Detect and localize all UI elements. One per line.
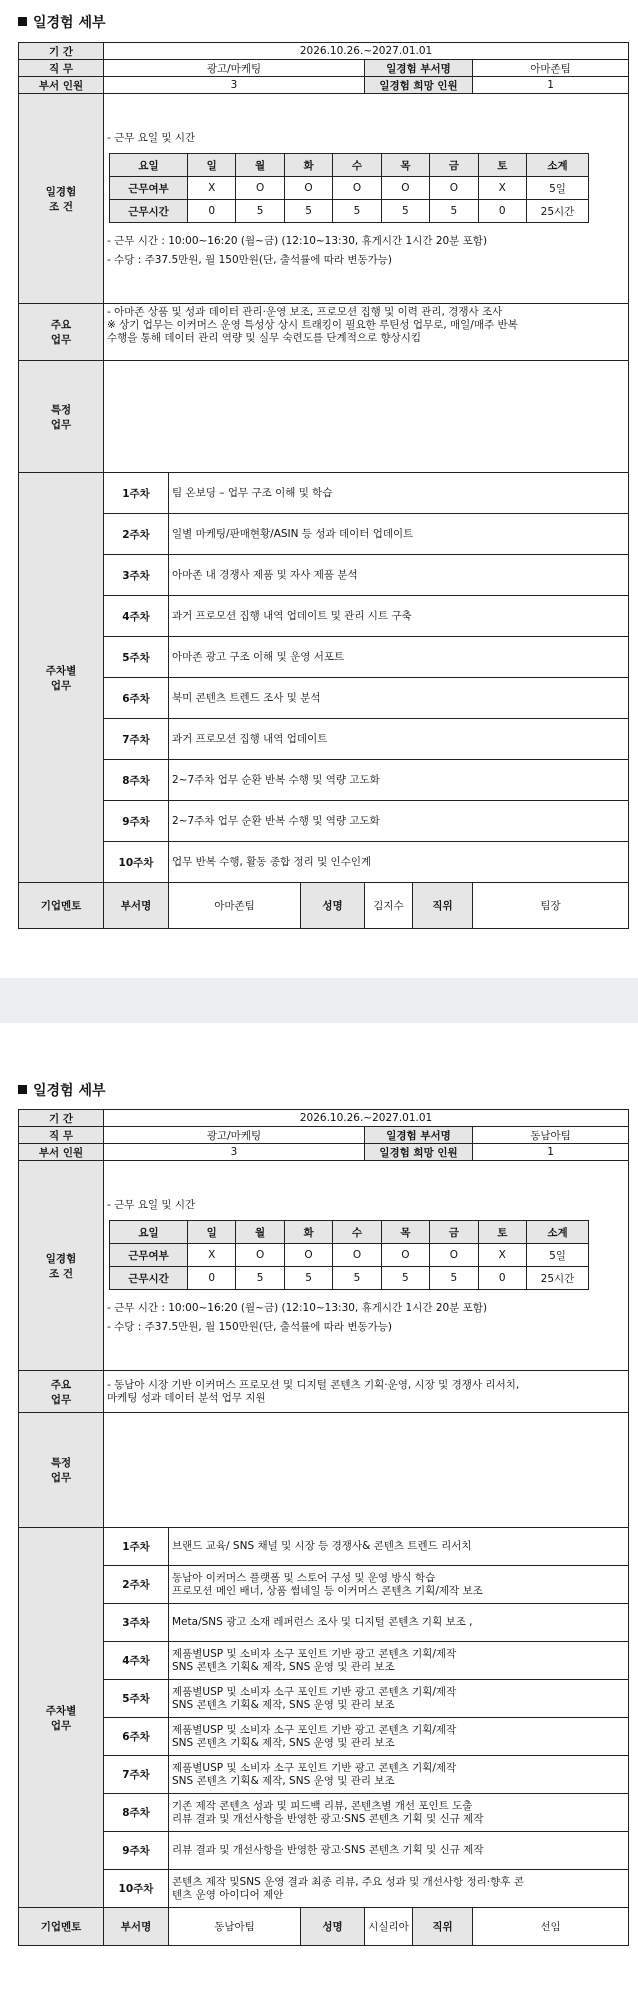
document-page-2 bbox=[0, 1023, 638, 1999]
hope-value: 1 bbox=[473, 77, 629, 94]
mentor-dept: 동남아팀 bbox=[169, 1908, 301, 1946]
week-row bbox=[19, 1870, 629, 1908]
schedule-work-row: 근무여부 X O O O O O X 5일 bbox=[110, 177, 589, 200]
staff-row bbox=[19, 77, 629, 94]
mentor-row bbox=[19, 1908, 629, 1946]
weekly-duty-label: 주차별 업무 bbox=[19, 1528, 104, 1908]
week-label: 8주차 bbox=[104, 760, 169, 801]
week-label: 1주차 bbox=[104, 473, 169, 514]
period-row bbox=[19, 43, 629, 60]
week-description: 기존 제작 콘텐츠 성과 및 피드백 리뷰, 콘텐츠별 개선 포인트 도출 리뷰 결과 및 개선사항을 반영한 광고·SNS 콘텐츠 기획 및 신규 제작 bbox=[169, 1794, 629, 1832]
week-row bbox=[19, 1832, 629, 1870]
square-bullet-icon bbox=[18, 17, 27, 26]
week-label: 2주차 bbox=[104, 514, 169, 555]
hope-label: 일경험 희망 인원 bbox=[365, 1144, 473, 1161]
week-description: 아마존 광고 구조 이해 및 운영 서포트 bbox=[169, 637, 629, 678]
pay-text: - 수당 : 주37.5만원, 월 150만원(단, 출석률에 따라 변동가능) bbox=[107, 1321, 393, 1333]
condition-label: 일경험 조 건 bbox=[19, 94, 104, 304]
condition-row bbox=[19, 94, 629, 304]
mentor-dept: 아마존팀 bbox=[169, 883, 301, 929]
condition-intro: - 근무 요일 및 시간 bbox=[107, 132, 196, 144]
schedule-header-row: 요일 일 월 화 수 목 금 토 소계 bbox=[110, 154, 589, 177]
work-time-text: - 근무 시간 : 10:00~16:20 (월~금) (12:10~13:30, 휴게시간 1시간 20분 포함) bbox=[107, 1302, 488, 1314]
job-value: 광고/마케팅 bbox=[104, 1127, 365, 1144]
special-duty-row bbox=[19, 1413, 629, 1528]
mentor-name: 김지수 bbox=[365, 883, 413, 929]
week-description: 팀 온보딩 – 업무 구조 이해 및 학습 bbox=[169, 473, 629, 514]
dept-label: 일경험 부서명 bbox=[365, 1127, 473, 1144]
week-description: 제품별USP 및 소비자 소구 포인트 기반 광고 콘텐츠 기획/제작 SNS 콘텐츠 기획& 제작, SNS 운영 및 관리 보조 bbox=[169, 1756, 629, 1794]
job-label: 직 무 bbox=[19, 60, 104, 77]
period-label: 기 간 bbox=[19, 1110, 104, 1127]
week-description: 북미 콘텐츠 트렌드 조사 및 분석 bbox=[169, 678, 629, 719]
week-description: 제품별USP 및 소비자 소구 포인트 기반 광고 콘텐츠 기획/제작 SNS 콘텐츠 기획& 제작, SNS 운영 및 관리 보조 bbox=[169, 1718, 629, 1756]
week-label: 9주차 bbox=[104, 1832, 169, 1870]
week-label: 3주차 bbox=[104, 555, 169, 596]
condition-row bbox=[19, 1161, 629, 1371]
week-row bbox=[19, 596, 629, 637]
week-row bbox=[19, 1528, 629, 1566]
schedule-table bbox=[109, 1220, 589, 1290]
mentor-dept-label: 부서명 bbox=[104, 1908, 169, 1946]
mentor-pos: 선임 bbox=[473, 1908, 629, 1946]
mentor-name: 시실리아 bbox=[365, 1908, 413, 1946]
main-duty-label: 주요 업무 bbox=[19, 304, 104, 361]
staff-label: 부서 인원 bbox=[19, 1144, 104, 1161]
week-row bbox=[19, 555, 629, 596]
dept-value: 동남아팀 bbox=[473, 1127, 629, 1144]
main-duty-label: 주요 업무 bbox=[19, 1371, 104, 1413]
detail-table bbox=[18, 1109, 629, 1946]
week-description: 2~7주차 업무 순환 반복 수행 및 역량 고도화 bbox=[169, 760, 629, 801]
main-duty-row bbox=[19, 304, 629, 361]
week-row bbox=[19, 473, 629, 514]
staff-value: 3 bbox=[104, 77, 365, 94]
main-duty-content: - 동남아 시장 기반 이커머스 프로모션 및 디지털 콘텐츠 기획·운영, 시장 및 경쟁사 리서치, 마케팅 성과 데이터 분석 업무 지원 bbox=[104, 1371, 629, 1413]
week-label: 8주차 bbox=[104, 1794, 169, 1832]
week-description: 제품별USP 및 소비자 소구 포인트 기반 광고 콘텐츠 기획/제작 SNS 콘텐츠 기획& 제작, SNS 운영 및 관리 보조 bbox=[169, 1680, 629, 1718]
main-duty-content: - 아마존 상품 및 성과 데이터 관리·운영 보조, 프로모션 집행 및 이력 관리, 경쟁사 조사 ※ 상기 업무는 이커머스 운영 특성상 상시 트래킹이 필요한 루틴성 업무로, 매일/매주 반복 수행을 통해 데이터 관리 역량 및 실무 숙련도를 단계적으로 향상시킴 bbox=[104, 304, 629, 361]
week-label: 4주차 bbox=[104, 596, 169, 637]
special-duty-label: 특정 업무 bbox=[19, 361, 104, 473]
period-row bbox=[19, 1110, 629, 1127]
dept-label: 일경험 부서명 bbox=[365, 60, 473, 77]
week-description: Meta/SNS 광고 소재 레퍼런스 조사 및 디지털 콘텐츠 기획 보조 , bbox=[169, 1604, 629, 1642]
week-row bbox=[19, 1566, 629, 1604]
schedule-hours-row: 근무시간 0 5 5 5 5 5 0 25시간 bbox=[110, 1267, 589, 1290]
staff-value: 3 bbox=[104, 1144, 365, 1161]
page-gap bbox=[0, 978, 638, 1023]
week-label: 5주차 bbox=[104, 637, 169, 678]
week-row bbox=[19, 1794, 629, 1832]
special-duty-content bbox=[104, 1413, 629, 1528]
week-row bbox=[19, 637, 629, 678]
week-label: 10주차 bbox=[104, 1870, 169, 1908]
job-value: 광고/마케팅 bbox=[104, 60, 365, 77]
schedule-table bbox=[109, 153, 589, 223]
mentor-pos-label: 직위 bbox=[413, 1908, 473, 1946]
week-row bbox=[19, 801, 629, 842]
special-duty-row bbox=[19, 361, 629, 473]
week-description: 리뷰 결과 및 개선사항을 반영한 광고·SNS 콘텐츠 기획 및 신규 제작 bbox=[169, 1832, 629, 1870]
week-label: 6주차 bbox=[104, 678, 169, 719]
week-description: 브랜드 교육/ SNS 채널 및 시장 등 경쟁사& 콘텐츠 트렌드 리서치 bbox=[169, 1528, 629, 1566]
week-label: 5주차 bbox=[104, 1680, 169, 1718]
week-label: 1주차 bbox=[104, 1528, 169, 1566]
staff-row bbox=[19, 1144, 629, 1161]
week-label: 10주차 bbox=[104, 842, 169, 883]
week-label: 2주차 bbox=[104, 1566, 169, 1604]
period-value: 2026.10.26.~2027.01.01 bbox=[104, 1110, 629, 1127]
mentor-row bbox=[19, 883, 629, 929]
week-label: 7주차 bbox=[104, 1756, 169, 1794]
schedule-hours-row: 근무시간 0 5 5 5 5 5 0 25시간 bbox=[110, 200, 589, 223]
document-page-1 bbox=[0, 0, 638, 978]
job-row bbox=[19, 1127, 629, 1144]
week-label: 4주차 bbox=[104, 1642, 169, 1680]
section-heading: 일경험 세부 bbox=[18, 1080, 106, 1100]
week-label: 3주차 bbox=[104, 1604, 169, 1642]
week-description: 아마존 내 경쟁사 제품 및 자사 제품 분석 bbox=[169, 555, 629, 596]
week-row bbox=[19, 1604, 629, 1642]
main-duty-row bbox=[19, 1371, 629, 1413]
week-row bbox=[19, 1756, 629, 1794]
mentor-name-label: 성명 bbox=[301, 1908, 365, 1946]
period-label: 기 간 bbox=[19, 43, 104, 60]
week-description: 과거 프로모션 집행 내역 업데이트 및 관리 시트 구축 bbox=[169, 596, 629, 637]
week-description: 동남아 이커머스 플랫폼 및 스토어 구성 및 운영 방식 학습 프로모션 메인 배너, 상품 썸네일 등 이커머스 콘텐츠 기획/제작 보조 bbox=[169, 1566, 629, 1604]
week-label: 9주차 bbox=[104, 801, 169, 842]
special-duty-label: 특정 업무 bbox=[19, 1413, 104, 1528]
condition-label: 일경험 조 건 bbox=[19, 1161, 104, 1371]
condition-content bbox=[104, 94, 629, 304]
week-description: 콘텐츠 제작 및SNS 운영 결과 최종 리뷰, 주요 성과 및 개선사항 정리·향후 콘 텐츠 운영 아이디어 제안 bbox=[169, 1870, 629, 1908]
week-row bbox=[19, 1680, 629, 1718]
week-row bbox=[19, 678, 629, 719]
week-description: 일별 마케팅/판매현황/ASIN 등 성과 데이터 업데이트 bbox=[169, 514, 629, 555]
week-row bbox=[19, 514, 629, 555]
week-description: 업무 반복 수행, 활동 종합 정리 및 인수인계 bbox=[169, 842, 629, 883]
mentor-label: 기업멘토 bbox=[19, 883, 104, 929]
mentor-pos: 팀장 bbox=[473, 883, 629, 929]
week-label: 6주차 bbox=[104, 1718, 169, 1756]
mentor-dept-label: 부서명 bbox=[104, 883, 169, 929]
mentor-pos-label: 직위 bbox=[413, 883, 473, 929]
week-description: 과거 프로모션 집행 내역 업데이트 bbox=[169, 719, 629, 760]
staff-label: 부서 인원 bbox=[19, 77, 104, 94]
schedule-header-row: 요일 일 월 화 수 목 금 토 소계 bbox=[110, 1221, 589, 1244]
condition-content bbox=[104, 1161, 629, 1371]
job-row bbox=[19, 60, 629, 77]
detail-table bbox=[18, 42, 629, 929]
week-row bbox=[19, 842, 629, 883]
square-bullet-icon bbox=[18, 1085, 27, 1094]
week-description: 제품별USP 및 소비자 소구 포인트 기반 광고 콘텐츠 기획/제작 SNS 콘텐츠 기획& 제작, SNS 운영 및 관리 보조 bbox=[169, 1642, 629, 1680]
week-row bbox=[19, 1642, 629, 1680]
job-label: 직 무 bbox=[19, 1127, 104, 1144]
hope-label: 일경험 희망 인원 bbox=[365, 77, 473, 94]
hope-value: 1 bbox=[473, 1144, 629, 1161]
weekly-duty-label: 주차별 업무 bbox=[19, 473, 104, 883]
week-row bbox=[19, 760, 629, 801]
condition-intro: - 근무 요일 및 시간 bbox=[107, 1199, 196, 1211]
work-time-text: - 근무 시간 : 10:00~16:20 (월~금) (12:10~13:30, 휴게시간 1시간 20분 포함) bbox=[107, 235, 488, 247]
week-description: 2~7주차 업무 순환 반복 수행 및 역량 고도화 bbox=[169, 801, 629, 842]
special-duty-content bbox=[104, 361, 629, 473]
dept-value: 아마존팀 bbox=[473, 60, 629, 77]
week-label: 7주차 bbox=[104, 719, 169, 760]
mentor-label: 기업멘토 bbox=[19, 1908, 104, 1946]
period-value: 2026.10.26.~2027.01.01 bbox=[104, 43, 629, 60]
pay-text: - 수당 : 주37.5만원, 월 150만원(단, 출석률에 따라 변동가능) bbox=[107, 254, 393, 266]
week-row bbox=[19, 1718, 629, 1756]
section-heading: 일경험 세부 bbox=[18, 12, 106, 32]
week-row bbox=[19, 719, 629, 760]
mentor-name-label: 성명 bbox=[301, 883, 365, 929]
schedule-work-row: 근무여부 X O O O O O X 5일 bbox=[110, 1244, 589, 1267]
